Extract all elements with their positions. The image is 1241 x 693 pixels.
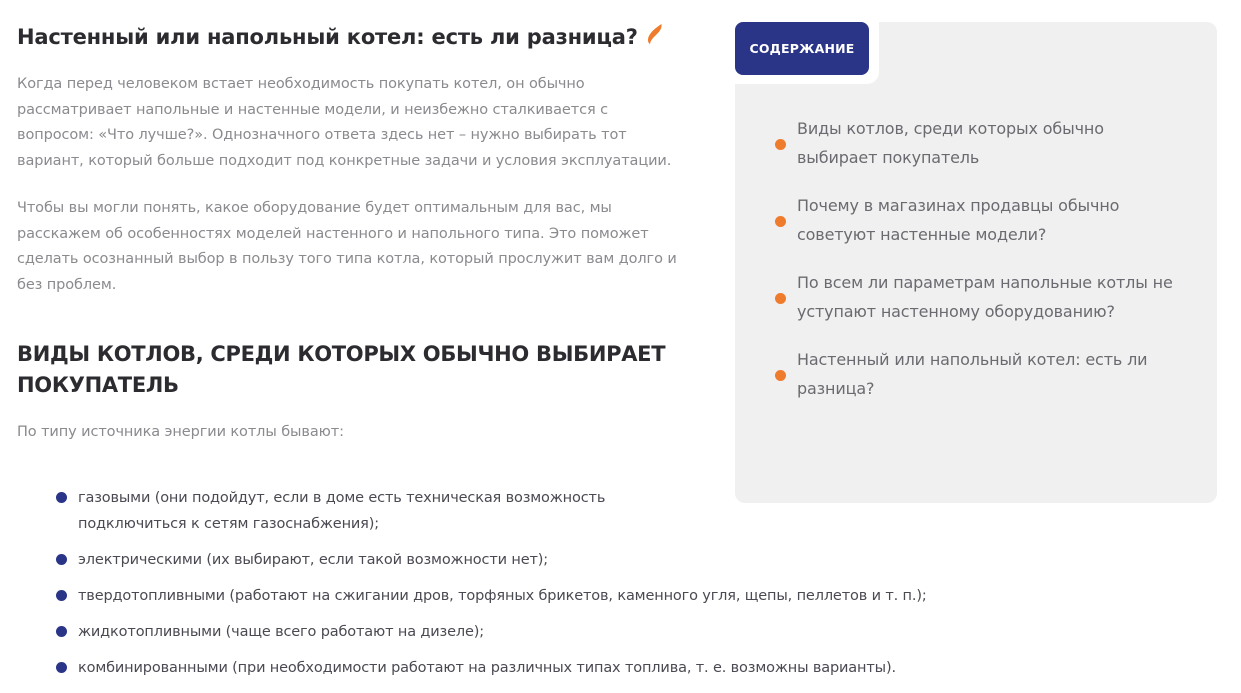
list-item bbox=[56, 583, 956, 609]
bullet-dot-icon bbox=[775, 293, 786, 304]
toc-item-label[interactable]: Настенный или напольный котел: есть ли разница? bbox=[797, 350, 1148, 398]
list-item bbox=[56, 547, 956, 573]
list-item-text: газовыми (они подойдут, если в доме есть техническая возможность подключиться к сетям газоснабжения); bbox=[78, 490, 606, 532]
toc-item-sellers-recommend[interactable] bbox=[775, 192, 1195, 249]
list-item bbox=[56, 655, 956, 681]
list-item-text: электрическими (их выбирают, если такой возможности нет); bbox=[78, 552, 549, 568]
toc-list bbox=[775, 115, 1195, 423]
toc-item-label[interactable]: Почему в магазинах продавцы обычно советуют настенные модели? bbox=[797, 196, 1120, 244]
toc-item-difference[interactable] bbox=[775, 346, 1195, 403]
toc-item-floor-vs-wall-params[interactable] bbox=[775, 269, 1195, 326]
article bbox=[17, 22, 677, 440]
toc-item-label[interactable]: По всем ли параметрам напольные котлы не уступают настенному оборудованию? bbox=[797, 273, 1173, 321]
bullet-dot-icon bbox=[775, 139, 786, 150]
toc-item-label[interactable]: Виды котлов, среди которых обычно выбирает покупатель bbox=[797, 119, 1104, 167]
energy-source-intro: По типу источника энергии котлы бывают: bbox=[17, 424, 344, 440]
toc-header-button[interactable]: СОДЕРЖАНИЕ bbox=[735, 22, 869, 75]
article-title-text: Настенный или напольный котел: есть ли разница? bbox=[17, 25, 638, 49]
bullet-dot-icon bbox=[775, 370, 786, 381]
article-title bbox=[17, 22, 677, 52]
bullet-dot-icon bbox=[56, 590, 67, 601]
explanation-paragraph: Чтобы вы могли понять, какое оборудование будет оптимальным для вас, мы расскажем об особенностях моделей настенного и напольного типа. Это поможет сделать осознанный выбор в пользу того типа котла, который прослужит вам долго и без проблем. bbox=[17, 200, 677, 293]
section-title-boiler-types: ВИДЫ КОТЛОВ, СРЕДИ КОТОРЫХ ОБЫЧНО ВЫБИРАЕТ ПОКУПАТЕЛЬ bbox=[17, 342, 666, 397]
table-of-contents bbox=[735, 22, 1217, 503]
list-item bbox=[56, 619, 956, 645]
flame-icon bbox=[646, 23, 664, 45]
list-item-text: жидкотопливными (чаще всего работают на дизеле); bbox=[78, 624, 484, 640]
intro-paragraph: Когда перед человеком встает необходимость покупать котел, он обычно рассматривает напольные и настенные модели, и неизбежно сталкивается с вопросом: «Что лучше?». Однозначного ответа здесь нет – нужно выбирать тот вариант, который больше подходит под конкретные задачи и условия эксплуатации. bbox=[17, 76, 672, 169]
bullet-dot-icon bbox=[56, 626, 67, 637]
bullet-dot-icon bbox=[775, 216, 786, 227]
toc-item-boiler-types[interactable] bbox=[775, 115, 1195, 172]
list-item-text: твердотопливными (работают на сжигании дров, торфяных брикетов, каменного угля, щепы, пеллетов и т. п.); bbox=[78, 588, 927, 604]
bullet-dot-icon bbox=[56, 554, 67, 565]
bullet-dot-icon bbox=[56, 492, 67, 503]
list-item-text: комбинированными (при необходимости работают на различных типах топлива, т. е. возможны варианты). bbox=[78, 660, 896, 676]
bullet-dot-icon bbox=[56, 662, 67, 673]
energy-type-list bbox=[56, 485, 956, 691]
